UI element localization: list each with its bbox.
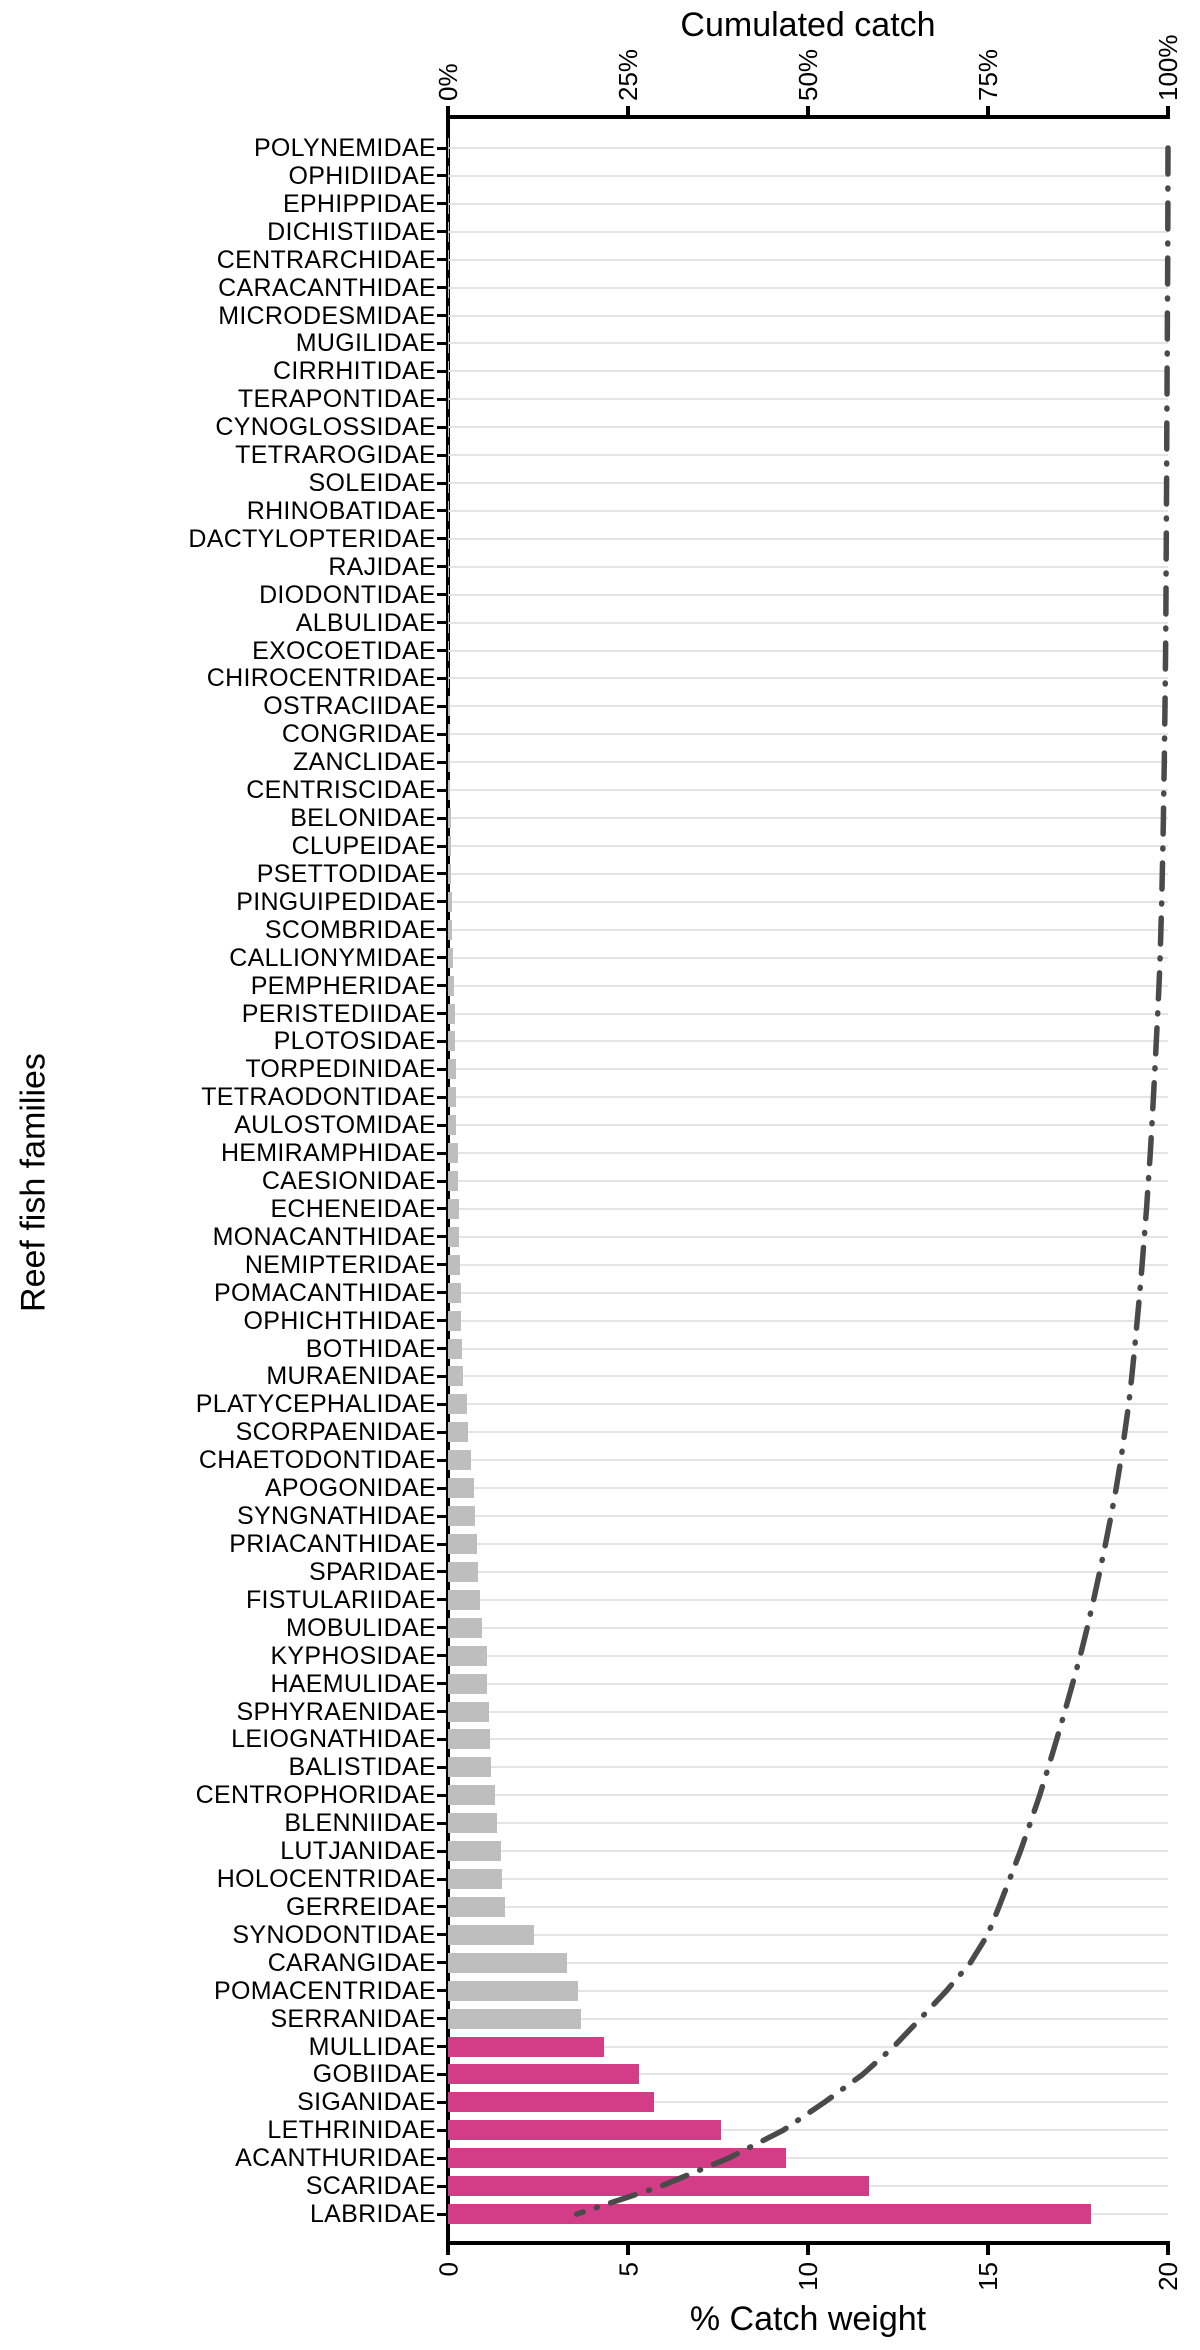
category-label-mullidae: MULLIDAE <box>308 2032 436 2061</box>
category-label-echeneidae: ECHENEIDAE <box>270 1194 436 1223</box>
category-label-sparidae: SPARIDAE <box>309 1557 436 1586</box>
x-axis-tick-label: 5 <box>613 2262 643 2277</box>
category-label-plotosidae: PLOTOSIDAE <box>273 1027 436 1056</box>
category-label-carangidae: CARANGIDAE <box>267 1948 436 1977</box>
category-label-synodontidae: SYNODONTIDAE <box>232 1920 436 1949</box>
x-axis-tick-label: 15 <box>973 2262 1003 2291</box>
category-label-leiognathidae: LEIOGNATHIDAE <box>231 1725 436 1754</box>
category-label-centrophoridae: CENTROPHORIDAE <box>195 1781 436 1810</box>
category-label-zanclidae: ZANCLIDAE <box>292 748 436 777</box>
category-label-fistulariidae: FISTULARIIDAE <box>245 1585 436 1614</box>
top-axis-title: Cumulated catch <box>680 6 936 44</box>
category-label-terapontidae: TERAPONTIDAE <box>237 385 436 414</box>
top-axis-tick-label: 0% <box>433 63 463 101</box>
category-label-blenniidae: BLENNIIDAE <box>284 1809 436 1838</box>
top-axis-tick-label: 100% <box>1153 34 1183 101</box>
category-label-scombridae: SCOMBRIDAE <box>264 915 436 944</box>
category-label-serranidae: SERRANIDAE <box>270 2004 436 2033</box>
plot-panel <box>448 117 1168 2243</box>
category-label-lethrinidae: LETHRINIDAE <box>267 2116 436 2145</box>
category-label-haemulidae: HAEMULIDAE <box>270 1669 436 1698</box>
bottom-axis-title: % Catch weight <box>689 2300 927 2338</box>
category-label-pinguipedidae: PINGUIPEDIDAE <box>236 887 436 916</box>
category-label-chirocentridae: CHIROCENTRIDAE <box>206 664 436 693</box>
category-label-callionymidae: CALLIONYMIDAE <box>229 943 436 972</box>
category-label-balistidae: BALISTIDAE <box>288 1753 436 1782</box>
category-label-peristediidae: PERISTEDIIDAE <box>241 999 436 1028</box>
category-label-cirrhitidae: CIRRHITIDAE <box>272 357 436 386</box>
category-label-scaridae: SCARIDAE <box>305 2172 436 2201</box>
category-label-polynemidae: POLYNEMIDAE <box>253 134 436 162</box>
category-label-rajidae: RAJIDAE <box>328 552 436 581</box>
top-axis-tick <box>806 106 810 115</box>
top-axis-tick <box>1166 106 1170 115</box>
category-label-holocentridae: HOLOCENTRIDAE <box>216 1865 436 1894</box>
category-label-clupeidae: CLUPEIDAE <box>291 832 436 860</box>
cumulated-catch-line-layer <box>448 117 1168 2243</box>
category-label-aulostomidae: AULOSTOMIDAE <box>234 1111 436 1140</box>
category-label-dichistiidae: DICHISTIIDAE <box>267 217 436 246</box>
cumulated-catch-line <box>577 148 1168 2214</box>
x-axis-tick <box>446 2245 450 2255</box>
category-label-rhinobatidae: RHINOBATIDAE <box>246 496 436 525</box>
category-label-platycephalidae: PLATYCEPHALIDAE <box>195 1390 436 1419</box>
category-label-dactylopteridae: DACTYLOPTERIDAE <box>188 524 436 553</box>
category-label-pomacentridae: POMACENTRIDAE <box>214 1976 436 2005</box>
top-axis-tick-label: 50% <box>793 48 823 101</box>
top-axis-tick-label: 25% <box>613 48 643 101</box>
category-label-ophichthidae: OPHICHTHIDAE <box>243 1306 436 1335</box>
category-label-soleidae: SOLEIDAE <box>308 469 436 498</box>
x-axis-tick-label: 0 <box>433 2262 463 2277</box>
x-axis-tick <box>806 2245 810 2255</box>
left-axis-title: Reef fish families <box>14 1053 53 1312</box>
category-label-gerreidae: GERREIDAE <box>286 1892 436 1921</box>
category-label-psettodidae: PSETTODIDAE <box>256 859 436 888</box>
x-axis-tick <box>626 2245 630 2255</box>
category-label-mugilidae: MUGILIDAE <box>295 329 436 358</box>
category-label-caesionidae: CAESIONIDAE <box>261 1167 436 1196</box>
category-label-nemipteridae: NEMIPTERIDAE <box>244 1250 436 1279</box>
category-label-apogonidae: APOGONIDAE <box>264 1474 436 1503</box>
category-label-bothidae: BOTHIDAE <box>305 1334 436 1363</box>
category-label-ophidiidae: OPHIDIIDAE <box>288 161 436 190</box>
top-axis-tick <box>986 106 990 115</box>
category-label-chaetodontidae: CHAETODONTIDAE <box>198 1446 436 1475</box>
category-label-caracanthidae: CARACANTHIDAE <box>218 273 436 302</box>
top-axis-tick <box>626 106 630 115</box>
category-label-labridae: LABRIDAE <box>309 2200 436 2229</box>
category-label-mobulidae: MOBULIDAE <box>286 1613 436 1642</box>
category-label-belonidae: BELONIDAE <box>290 804 436 833</box>
category-label-gobiidae: GOBIIDAE <box>312 2060 436 2089</box>
x-axis-tick-label: 10 <box>793 2262 823 2291</box>
category-label-centrarchidae: CENTRARCHIDAE <box>216 245 436 274</box>
x-axis-tick-label: 20 <box>1153 2262 1183 2291</box>
category-label-siganidae: SIGANIDAE <box>297 2088 436 2117</box>
category-label-pempheridae: PEMPHERIDAE <box>250 971 436 1000</box>
category-label-syngnathidae: SYNGNATHIDAE <box>237 1502 436 1531</box>
category-label-lutjanidae: LUTJANIDAE <box>280 1837 436 1866</box>
category-label-albulidae: ALBULIDAE <box>295 608 436 637</box>
category-label-congridae: CONGRIDAE <box>281 720 436 749</box>
category-label-monacanthidae: MONACANTHIDAE <box>212 1222 436 1251</box>
category-label-ostraciidae: OSTRACIIDAE <box>263 692 436 721</box>
category-label-centriscidae: CENTRISCIDAE <box>246 776 436 805</box>
category-label-acanthuridae: ACANTHURIDAE <box>235 2144 436 2173</box>
category-label-tetrarogidae: TETRAROGIDAE <box>235 441 436 470</box>
category-label-cynoglossidae: CYNOGLOSSIDAE <box>215 413 436 442</box>
category-label-tetraodontidae: TETRAODONTIDAE <box>201 1083 436 1112</box>
category-label-exocoetidae: EXOCOETIDAE <box>252 636 436 665</box>
category-label-scorpaenidae: SCORPAENIDAE <box>235 1418 436 1447</box>
x-axis-tick <box>1166 2245 1170 2255</box>
category-label-microdesmidae: MICRODESMIDAE <box>218 301 436 330</box>
x-axis-tick <box>986 2245 990 2255</box>
top-axis-tick <box>446 106 450 115</box>
category-label-sphyraenidae: SPHYRAENIDAE <box>236 1697 436 1726</box>
category-label-muraenidae: MURAENIDAE <box>266 1362 436 1391</box>
category-label-kyphosidae: KYPHOSIDAE <box>270 1641 436 1670</box>
category-label-pomacanthidae: POMACANTHIDAE <box>214 1278 436 1307</box>
category-label-torpedinidae: TORPEDINIDAE <box>245 1055 436 1084</box>
category-label-priacanthidae: PRIACANTHIDAE <box>229 1530 436 1558</box>
category-label-diodontidae: DIODONTIDAE <box>259 580 436 609</box>
top-axis-tick-label: 75% <box>973 48 1003 101</box>
category-label-ephippidae: EPHIPPIDAE <box>282 189 436 218</box>
category-label-hemiramphidae: HEMIRAMPHIDAE <box>220 1139 436 1168</box>
